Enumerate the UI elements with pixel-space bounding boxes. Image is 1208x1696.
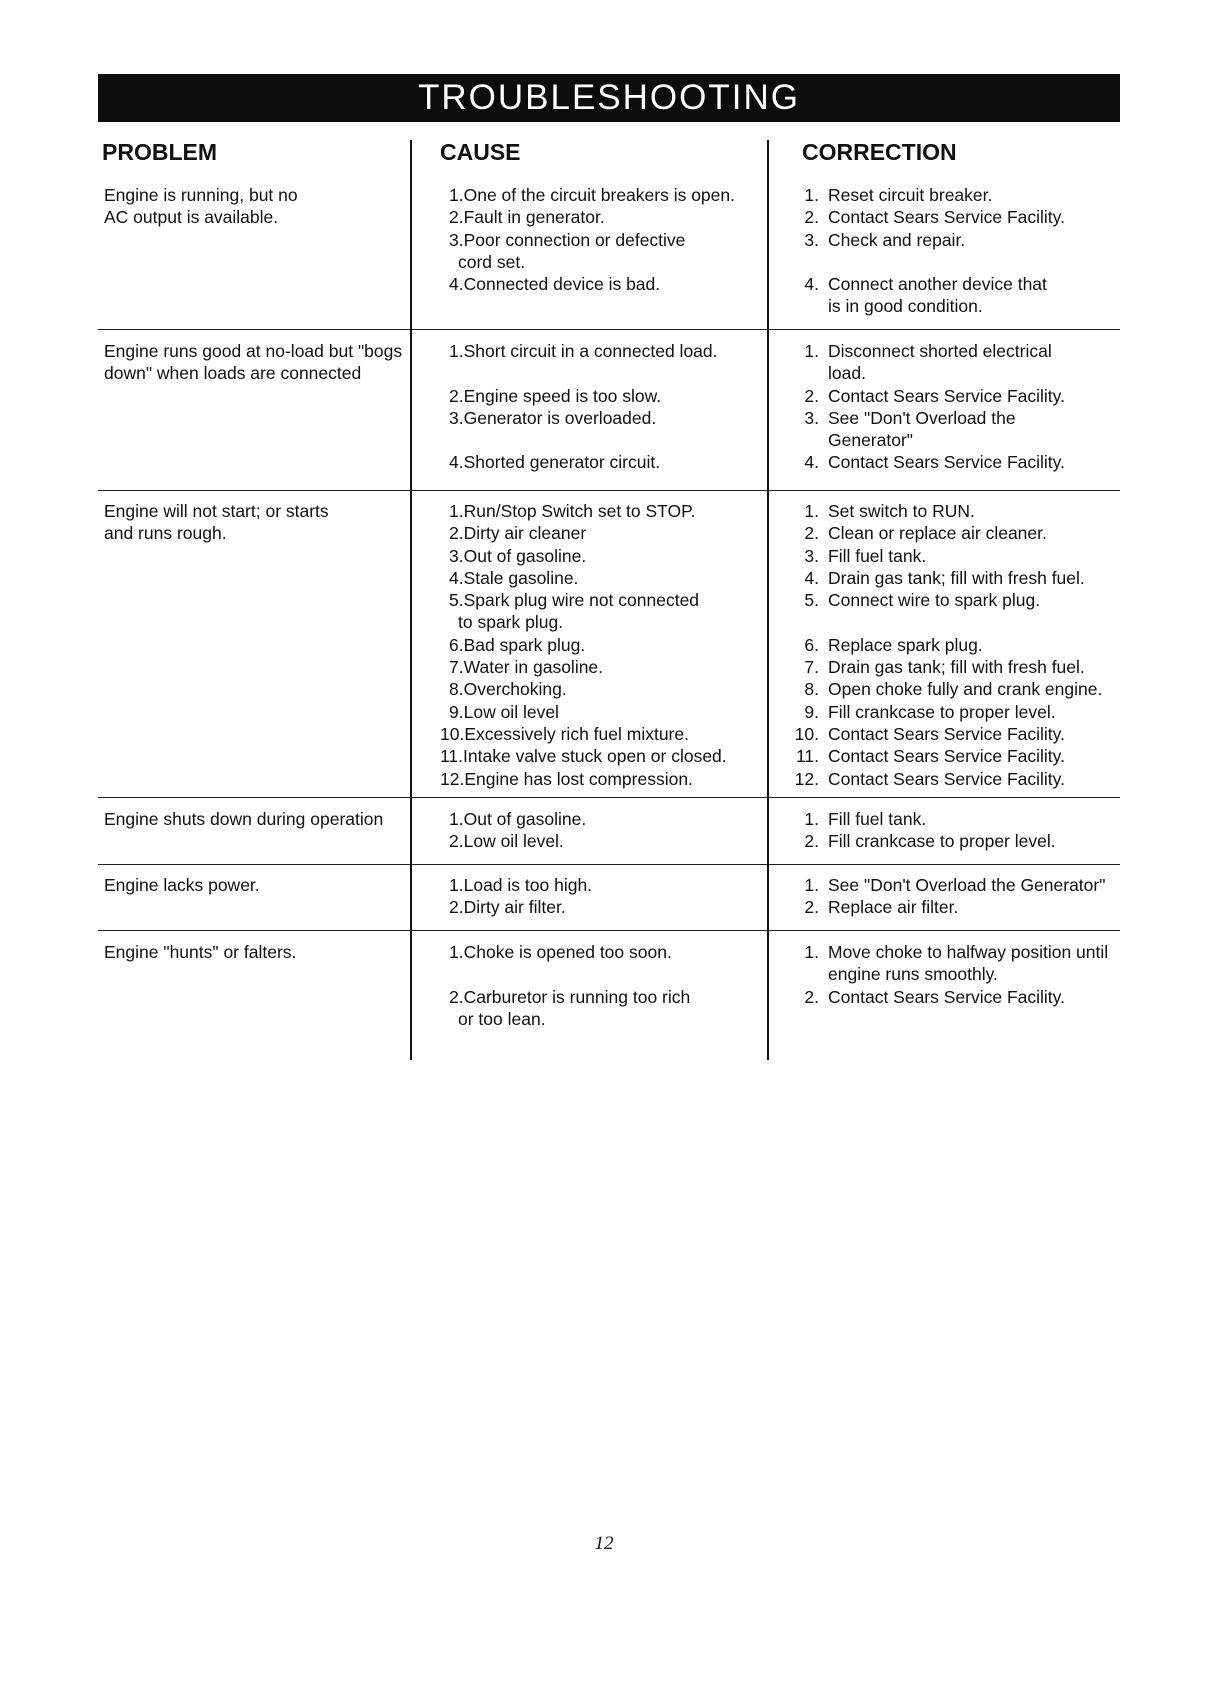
correction-item [792,340,1132,362]
item-number: 1. [449,809,464,829]
item-text: Drain gas tank; fill with fresh fuel. [828,657,1085,678]
item-text: Contact Sears Service Facility. [828,385,1065,406]
item-text: cord set. [458,251,526,272]
item-text: Short circuit in a connected load. [463,341,718,361]
cause-item [440,407,780,429]
correction-item [792,251,1132,273]
item-text: Check and repair. [828,229,966,250]
item-text: Dirty air cleaner [463,523,587,544]
correction-item [792,768,1132,790]
item-number: 3. [804,229,819,250]
correction-item [792,723,1132,745]
item-text: Fault in generator. [463,207,605,228]
correction-item [792,567,1132,589]
item-number: 7. [804,657,819,678]
item-number: 11. [795,746,819,767]
item-text: See "Don't Overload the Generator" [828,875,1106,895]
problem-cell [104,808,404,830]
problem-text: Engine runs good at no-load but "bogs [104,341,403,361]
item-text: Fill crankcase to proper level. [828,701,1056,722]
row-divider [98,329,1120,331]
item-text: Engine has lost compression. [464,768,693,789]
table-row [98,802,1120,865]
cause-item [440,206,780,228]
cause-item [440,808,780,830]
item-number: 4. [449,274,464,295]
correction-item [792,986,1132,1008]
item-number: 6. [804,634,819,655]
item-number: 2. [804,523,819,544]
title-banner [98,74,1120,122]
problem-text: down" when loads are connected [104,363,362,384]
problem-text: Engine "hunts" or falters. [104,942,297,962]
item-text: Connect another device that [828,274,1047,295]
correction-item [792,206,1132,228]
item-number: 1. [804,942,819,962]
item-text: Open choke fully and crank engine. [828,679,1103,700]
cause-item [440,589,780,611]
correction-item [792,701,1132,723]
correction-item [792,745,1132,767]
item-number: 9. [449,701,464,722]
problem-cell [104,874,404,896]
correction-item [792,808,1132,830]
item-text: Load is too high. [463,875,593,895]
item-text: Poor connection or defective [463,229,686,250]
item-text: Stale gasoline. [463,567,579,588]
correction-item [792,963,1132,985]
item-number: 8. [449,679,464,700]
item-text: to spark plug. [458,612,564,633]
item-number: 2. [449,523,464,544]
cause-cell [440,184,780,295]
problem-cell [104,184,404,229]
correction-item [792,362,1132,384]
item-text: Generator" [828,430,914,451]
cause-item [440,941,780,963]
item-text: Contact Sears Service Facility. [828,207,1065,228]
header-problem: PROBLEM [102,139,217,165]
problem-cell [104,500,404,545]
item-number: 12. [440,768,465,789]
item-text [440,964,458,984]
item-text: Replace spark plug. [828,634,983,655]
item-text: Out of gasoline. [463,545,587,566]
item-number: 10. [440,723,465,744]
correction-item [792,656,1132,678]
cause-cell [440,808,780,853]
cause-item [440,874,780,896]
problem-text: AC output is available. [104,207,279,228]
item-text: or too lean. [458,1008,546,1029]
correction-cell [792,808,1132,853]
item-number: 2. [449,207,464,228]
problem-text: Engine shuts down during operation [104,809,384,829]
item-text: Excessively rich fuel mixture. [464,723,689,744]
item-text: Choke is opened too soon. [463,942,672,962]
page-number: 12 [594,1533,614,1554]
item-number: 4. [804,452,819,473]
cause-item [440,340,780,362]
correction-item [792,941,1132,963]
cause-item [440,634,780,656]
row-divider [98,490,1120,492]
item-text: engine runs smoothly. [828,964,998,985]
problem-cell [104,340,404,385]
item-text: One of the circuit breakers is open. [463,185,735,205]
table-row [98,935,1120,1060]
cause-cell [440,340,780,474]
item-number: 1. [449,185,464,205]
item-text: Replace air filter. [828,897,959,918]
correction-item [792,407,1132,429]
row-divider [98,930,1120,932]
item-text: Low oil level [463,701,559,722]
correction-item [792,229,1132,251]
cause-cell [440,874,780,919]
item-text: Contact Sears Service Facility. [828,746,1065,767]
item-number: 2. [804,207,819,228]
item-text: is in good condition. [828,296,983,317]
correction-item [792,634,1132,656]
item-text: Run/Stop Switch set to STOP. [463,501,696,521]
cause-item [440,545,780,567]
item-text: Connect wire to spark plug. [828,590,1041,611]
item-text: Generator is overloaded. [463,407,657,428]
correction-item [792,678,1132,700]
item-number: 1. [804,501,819,521]
item-number: 2. [804,897,819,918]
item-text: Fill fuel tank. [828,545,927,566]
problem-text: Engine lacks power. [104,875,260,895]
cause-item [440,701,780,723]
cause-item [440,567,780,589]
table-row [98,494,1120,798]
correction-item [792,184,1132,206]
item-text: Contact Sears Service Facility. [828,986,1065,1007]
item-number: 6. [449,634,464,655]
row-divider [98,864,1120,866]
item-number: 4. [804,567,819,588]
item-number: 2. [449,385,464,406]
correction-item [792,611,1132,633]
correction-item [792,874,1132,896]
cause-item [440,500,780,522]
item-number: 1. [804,875,819,895]
table-row [98,868,1120,931]
cause-cell [440,500,780,790]
item-number: 1. [449,341,464,361]
item-number: 8. [804,679,819,700]
item-text: Low oil level. [463,831,564,852]
problem-text: Engine is running, but no [104,185,298,205]
cause-item [440,611,780,633]
correction-item [792,522,1132,544]
problem-text: Engine will not start; or starts [104,501,329,521]
item-text: Fill fuel tank. [828,809,927,829]
table-row [98,178,1120,330]
item-text: Contact Sears Service Facility. [828,452,1065,473]
cause-item [440,429,780,451]
item-text: Contact Sears Service Facility. [828,723,1065,744]
cause-item [440,768,780,790]
item-number: 4. [804,274,819,295]
item-number: 12. [794,768,819,789]
item-number: 4. [449,452,464,473]
cause-item [440,184,780,206]
cause-item [440,745,780,767]
item-text: Spark plug wire not connected [463,590,700,611]
item-text: Shorted generator circuit. [463,452,661,473]
problem-text: and runs rough. [104,523,227,544]
item-number: 1. [804,185,819,205]
item-text [440,430,458,450]
cause-item [440,522,780,544]
row-divider [98,797,1120,799]
item-number: 3. [804,407,819,428]
item-number: 7. [449,657,464,678]
cause-item [440,963,780,985]
item-number: 1. [449,942,464,962]
correction-item [792,830,1132,852]
item-number: 3. [449,545,464,566]
cause-item [440,385,780,407]
correction-cell [792,941,1132,1008]
item-number: 5. [449,590,464,611]
item-number: 2. [449,897,464,918]
item-number: 9. [804,701,819,722]
item-text: See "Don't Overload the [828,407,1016,428]
header-correction: CORRECTION [802,139,957,165]
item-text: Fill crankcase to proper level. [828,831,1056,852]
correction-item [792,451,1132,473]
cause-item [440,656,780,678]
cause-item [440,229,780,251]
item-number: 10. [794,723,819,744]
item-text: Set switch to RUN. [828,501,975,521]
header-cause: CAUSE [440,139,521,165]
item-text [440,363,458,383]
item-number: 2. [449,831,464,852]
item-number: 3. [449,407,464,428]
item-number: 1. [804,809,819,829]
item-number: 2. [804,385,819,406]
correction-item [792,273,1132,295]
cause-item [440,1008,780,1030]
cause-item [440,896,780,918]
cause-item [440,362,780,384]
item-text: Contact Sears Service Facility. [828,768,1065,789]
correction-item [792,429,1132,451]
cause-item [440,723,780,745]
table-row [98,334,1120,491]
item-number: 1. [804,341,819,361]
item-text: Clean or replace air cleaner. [828,523,1047,544]
item-text: Carburetor is running too rich [463,986,691,1007]
cause-item [440,830,780,852]
correction-item [792,545,1132,567]
item-number: 5. [804,590,819,611]
item-text: Disconnect shorted electrical [828,341,1052,361]
item-text: Drain gas tank; fill with fresh fuel. [828,567,1085,588]
correction-item [792,896,1132,918]
item-number: 1. [449,501,464,521]
item-text: Dirty air filter. [463,897,566,918]
correction-cell [792,340,1132,474]
item-number: 4. [449,567,464,588]
correction-item [792,500,1132,522]
correction-cell [792,184,1132,318]
correction-cell [792,500,1132,790]
item-number: 1. [449,875,464,895]
item-text: Overchoking. [463,679,567,700]
cause-item [440,678,780,700]
cause-item [440,251,780,273]
correction-item [792,385,1132,407]
item-number: 3. [449,229,464,250]
item-text: Move choke to halfway position until [828,942,1109,962]
problem-cell [104,941,404,963]
item-number: 2. [804,986,819,1007]
cause-cell [440,941,780,1030]
item-text: Water in gasoline. [463,657,604,678]
correction-item [792,295,1132,317]
item-number: 2. [449,986,464,1007]
page-title: TROUBLESHOOTING [418,78,800,117]
item-text: Reset circuit breaker. [828,185,993,205]
item-text: Out of gasoline. [463,809,587,829]
correction-item [792,589,1132,611]
item-number: 2. [804,831,819,852]
item-text: Engine speed is too slow. [463,385,662,406]
cause-item [440,273,780,295]
item-text: Connected device is bad. [463,274,661,295]
cause-item [440,451,780,473]
item-text: load. [828,363,866,384]
item-text: Bad spark plug. [463,634,586,655]
item-text: Intake valve stuck open or closed. [463,746,727,767]
cause-item [440,986,780,1008]
item-number: 3. [804,545,819,566]
correction-cell [792,874,1132,919]
item-number: 11. [440,746,464,767]
